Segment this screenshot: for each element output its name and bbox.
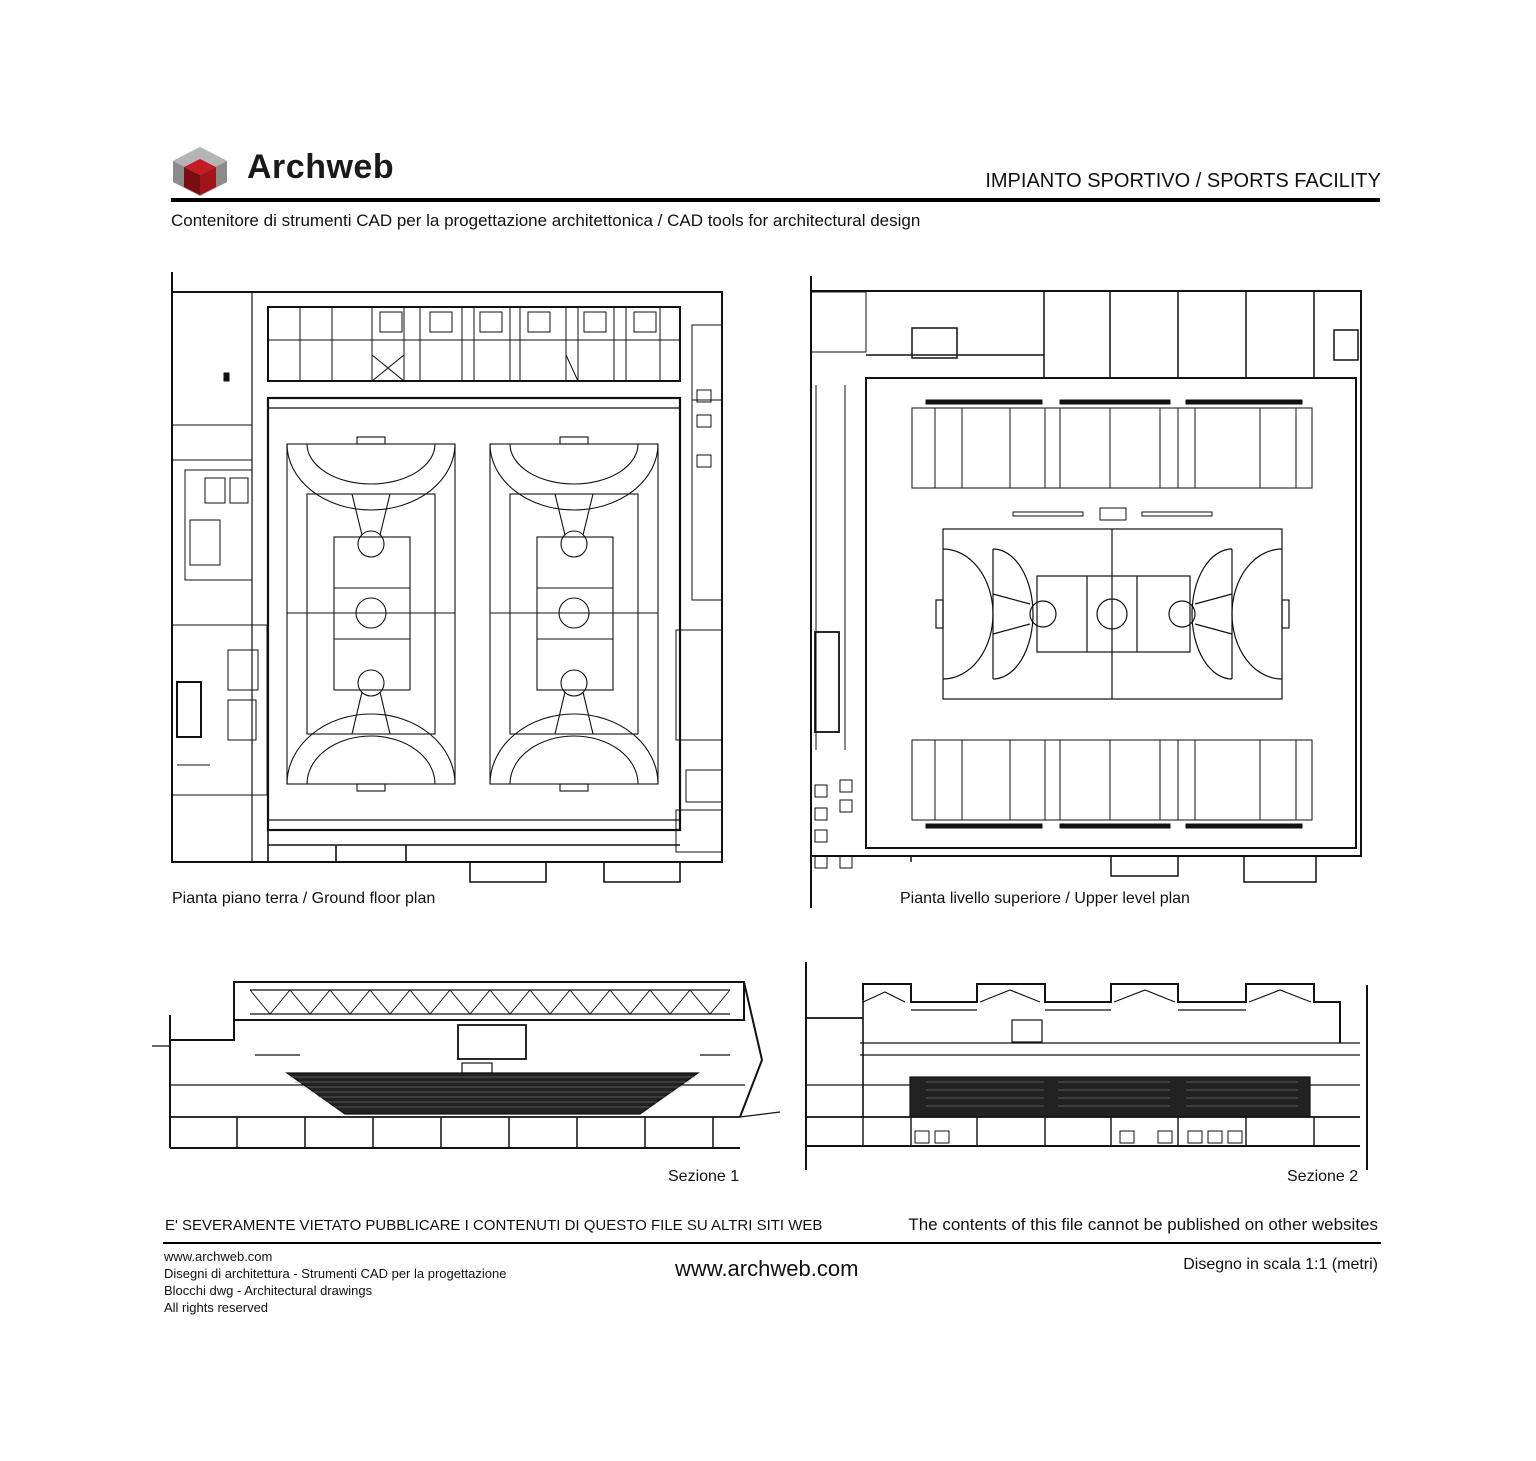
- section-2-drawing: [806, 962, 1367, 1170]
- footer-divider: [163, 1242, 1381, 1244]
- header-divider: [171, 198, 1380, 202]
- page-subtitle: Contenitore di strumenti CAD per la progettazione architettonica / CAD tools for architectural design: [171, 211, 921, 230]
- warning-italian: E' SEVERAMENTE VIETATO PUBBLICARE I CONTENUTI DI QUESTO FILE SU ALTRI SITI WEB: [165, 1217, 823, 1234]
- cube-logo-icon: [173, 147, 227, 196]
- brand-name: Archweb: [247, 148, 395, 186]
- upper-level-plan: [811, 276, 1361, 908]
- footer-url: www.archweb.com: [675, 1256, 859, 1281]
- ground-floor-caption: Pianta piano terra / Ground floor plan: [172, 890, 436, 907]
- section-2-caption: Sezione 2: [1287, 1168, 1359, 1185]
- scale-note: Disegno in scala 1:1 (metri): [1183, 1256, 1378, 1273]
- ground-floor-plan: [172, 272, 722, 882]
- footer-line: www.archweb.com: [164, 1249, 273, 1264]
- upper-level-caption: Pianta livello superiore / Upper level plan: [900, 890, 1190, 907]
- section-1-drawing: [152, 982, 780, 1148]
- page-title: IMPIANTO SPORTIVO / SPORTS FACILITY: [985, 170, 1381, 192]
- footer-line: Blocchi dwg - Architectural drawings: [164, 1283, 373, 1298]
- warning-english: The contents of this file cannot be published on other websites: [908, 1215, 1378, 1234]
- footer-line: All rights reserved: [164, 1300, 269, 1315]
- section-1-caption: Sezione 1: [668, 1168, 740, 1185]
- footer-line: Disegni di architettura - Strumenti CAD per la progettazione: [164, 1266, 507, 1281]
